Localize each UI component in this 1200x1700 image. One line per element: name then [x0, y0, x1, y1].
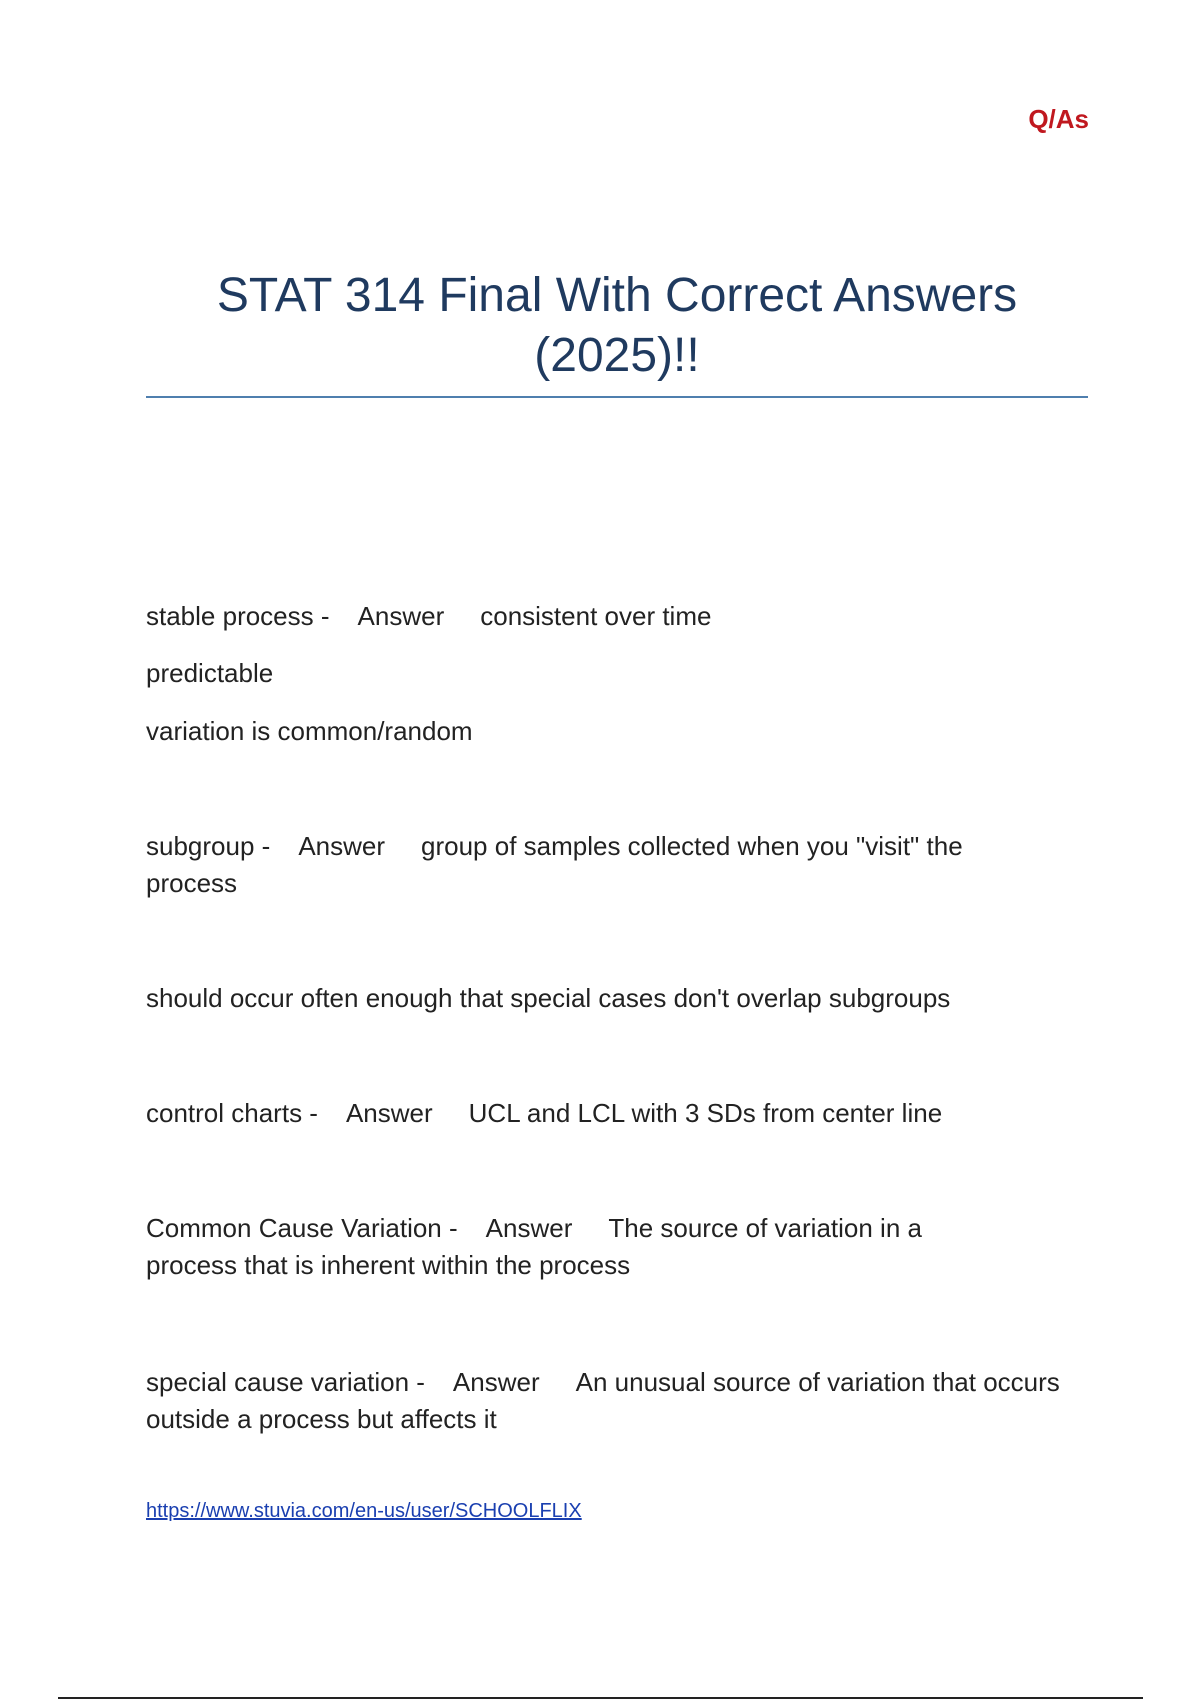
qa-term: special cause variation -: [146, 1367, 425, 1397]
qa-term: control charts -: [146, 1098, 318, 1128]
qa-definition: group of samples collected when you "visit" the process: [146, 831, 963, 898]
qa-note-predictable: predictable: [146, 658, 274, 688]
qa-answer-label: Answer: [452, 1367, 540, 1397]
qa-answer-label: Answer: [485, 1213, 573, 1243]
footer-divider: [58, 1697, 1143, 1699]
qa-term: stable process -: [146, 601, 330, 631]
qa-item-control-charts: [146, 1095, 1046, 1132]
title-divider: [146, 396, 1088, 398]
qa-answer-label: Answer: [298, 831, 386, 861]
document-title: STAT 314 Final With Correct Answers (2025)!!: [216, 269, 1018, 382]
qa-note-variation: variation is common/random: [146, 716, 473, 746]
qa-definition: An unusual source of variation that occurs outside a process but affects it: [146, 1367, 1060, 1434]
qa-definition: The source of variation in a process that is inherent within the process: [146, 1213, 922, 1280]
qa-item-stable-process: [146, 598, 1046, 635]
source-link[interactable]: https://www.stuvia.com/en-us/user/SCHOOLFLIX: [146, 1500, 582, 1522]
qa-answer-label: Answer: [357, 601, 445, 631]
qa-note-subgroup-frequency: should occur often enough that special cases don't overlap subgroups: [146, 983, 951, 1013]
qa-item-special-cause-variation: [146, 1364, 1066, 1438]
qa-term: subgroup -: [146, 831, 271, 861]
qa-item-common-cause-variation: [146, 1210, 1006, 1284]
header-tag: Q/As: [1028, 104, 1089, 134]
qa-definition: UCL and LCL with 3 SDs from center line: [468, 1098, 943, 1128]
qa-definition: consistent over time: [480, 601, 712, 631]
qa-item-subgroup: [146, 828, 1046, 902]
qa-term: Common Cause Variation -: [146, 1213, 458, 1243]
qa-answer-label: Answer: [345, 1098, 433, 1128]
